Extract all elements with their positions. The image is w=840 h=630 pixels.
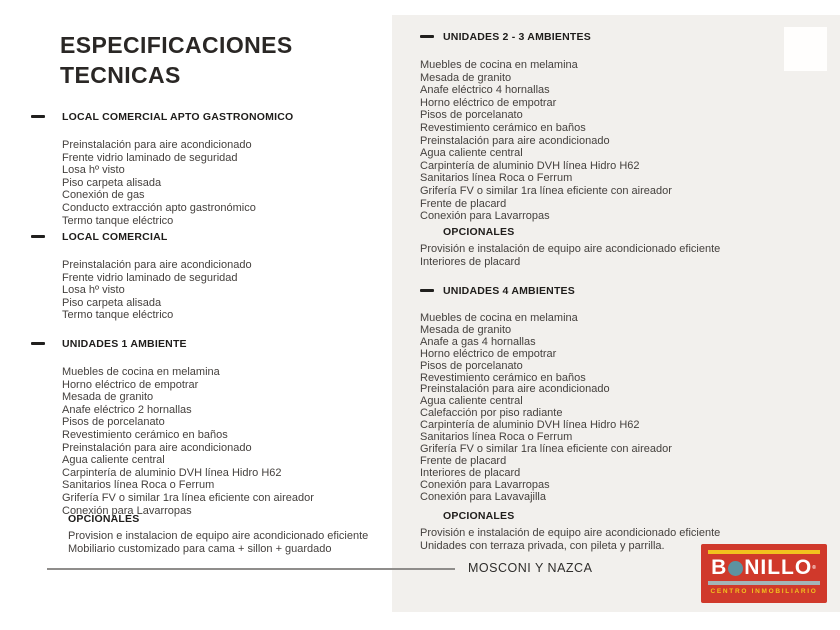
spec-line: Mesada de granito bbox=[420, 323, 512, 336]
section-heading: UNIDADES 1 AMBIENTE bbox=[62, 338, 187, 350]
spec-line: Grifería FV o similar 1ra línea eficiente con aireador bbox=[420, 184, 672, 197]
section-dash-icon bbox=[420, 35, 434, 38]
spec-line: Frente vidrio laminado de seguridad bbox=[62, 151, 238, 164]
spec-line: Piso carpeta alisada bbox=[62, 296, 162, 309]
logo-letter-b: B bbox=[711, 556, 728, 579]
logo-brand-text bbox=[711, 555, 817, 581]
spec-line: Horno eléctrico de empotrar bbox=[420, 347, 557, 360]
spec-line: Sanitarios línea Roca o Ferrum bbox=[62, 479, 215, 492]
spec-line: Provisión e instalación de equipo aire acondicionado eficiente bbox=[420, 243, 721, 255]
section-dash-icon bbox=[31, 342, 45, 345]
section-heading: UNIDADES 2 - 3 AMBIENTES bbox=[443, 31, 591, 43]
spec-line: Pisos de porcelanato bbox=[420, 359, 523, 372]
spec-line: Grifería FV o similar 1ra línea eficiente con aireador bbox=[62, 491, 314, 504]
spec-line: Carpintería de aluminio DVH línea Hidro H62 bbox=[62, 466, 282, 479]
spec-line: Sanitarios línea Roca o Ferrum bbox=[420, 431, 573, 444]
logo-tagline: CENTRO INMOBILIARIO bbox=[710, 588, 818, 595]
spec-line: Termo tanque eléctrico bbox=[62, 309, 174, 322]
spec-line: Preinstalación para aire acondicionado bbox=[62, 139, 252, 151]
spec-line: Muebles de cocina en melamina bbox=[62, 366, 220, 378]
spec-line: Provisión e instalación de equipo aire acondicionado eficiente bbox=[420, 527, 721, 539]
spec-line: Frente de placard bbox=[420, 197, 507, 210]
section-dash-icon bbox=[420, 289, 434, 292]
spec-line: Mesada de granito bbox=[62, 391, 154, 404]
spec-line: Carpintería de aluminio DVH línea Hidro H62 bbox=[420, 159, 640, 172]
spec-list bbox=[31, 366, 391, 517]
section-opcionales-unidades-2-3 bbox=[420, 226, 820, 268]
spec-line: Conexión de gas bbox=[62, 189, 145, 202]
spec-line: Calefacción por piso radiante bbox=[420, 407, 563, 420]
spec-line: Losa hº visto bbox=[62, 164, 125, 177]
spec-line: Agua caliente central bbox=[420, 395, 523, 408]
page-title bbox=[60, 30, 293, 90]
spec-line: Revestimiento cerámico en baños bbox=[420, 371, 586, 384]
spec-line: Anafe eléctrico 4 hornallas bbox=[420, 84, 550, 97]
spec-line: Provision e instalacion de equipo aire acondicionado eficiente bbox=[68, 530, 369, 542]
spec-line: Muebles de cocina en melamina bbox=[420, 312, 578, 324]
spec-line: Revestimiento cerámico en baños bbox=[420, 121, 586, 134]
spec-line: Anafe eléctrico 2 hornallas bbox=[62, 403, 192, 416]
spec-list bbox=[420, 313, 820, 504]
logo-circle-o-icon bbox=[728, 561, 743, 576]
section-heading: OPCIONALES bbox=[68, 513, 140, 525]
spec-list bbox=[31, 139, 391, 227]
section-heading: OPCIONALES bbox=[443, 510, 515, 522]
spec-line: Carpintería de aluminio DVH línea Hidro H62 bbox=[420, 419, 640, 432]
spec-line: Sanitarios línea Roca o Ferrum bbox=[420, 172, 573, 185]
spec-line: Conexión para Lavavajilla bbox=[420, 490, 546, 503]
spec-line: Conexión para Lavarropas bbox=[420, 210, 550, 223]
spec-line: Conexión para Lavarropas bbox=[62, 504, 192, 517]
spec-line: Losa hº visto bbox=[62, 284, 125, 297]
spec-line: Frente de placard bbox=[420, 454, 507, 467]
spec-line: Mobiliario customizado para cama + sillon + guardado bbox=[68, 542, 332, 555]
section-heading: OPCIONALES bbox=[443, 226, 515, 238]
spec-line: Mesada de granito bbox=[420, 71, 512, 84]
spec-line: Termo tanque eléctrico bbox=[62, 214, 174, 227]
section-dash-icon bbox=[31, 115, 45, 118]
section-local-comercial bbox=[31, 231, 391, 322]
spec-line: Interiores de placard bbox=[420, 255, 521, 268]
footer-divider-line bbox=[47, 568, 455, 570]
logo-yellow-bar bbox=[708, 550, 820, 554]
spec-line: Agua caliente central bbox=[62, 454, 165, 467]
spec-line: Grifería FV o similar 1ra línea eficiente con aireador bbox=[420, 442, 672, 455]
spec-line: Preinstalación para aire acondicionado bbox=[420, 383, 610, 396]
section-heading: LOCAL COMERCIAL APTO GASTRONOMICO bbox=[62, 111, 294, 123]
spec-line: Revestimiento cerámico en baños bbox=[62, 428, 228, 441]
footer-location: MOSCONI Y NAZCA bbox=[468, 561, 593, 575]
bonillo-logo bbox=[701, 544, 827, 603]
section-dash-icon bbox=[31, 235, 45, 238]
section-unidades-4-ambientes bbox=[420, 285, 820, 504]
spec-line: Interiores de placard bbox=[420, 466, 521, 479]
spec-list bbox=[420, 243, 820, 268]
section-opcionales-unidades-1 bbox=[68, 513, 428, 555]
logo-registered-mark: ® bbox=[812, 565, 817, 571]
spec-list bbox=[31, 259, 391, 322]
page-title-line2: TECNICAS bbox=[60, 62, 181, 88]
page-title-line1: ESPECIFICACIONES bbox=[60, 32, 293, 58]
spec-line: Preinstalación para aire acondicionado bbox=[62, 259, 252, 271]
logo-grey-bar bbox=[708, 581, 820, 585]
spec-line: Piso carpeta alisada bbox=[62, 176, 162, 189]
section-heading: LOCAL COMERCIAL bbox=[62, 231, 168, 243]
spec-line: Anafe a gas 4 hornallas bbox=[420, 335, 536, 348]
spec-line: Preinstalación para aire acondicionado bbox=[62, 441, 252, 454]
section-heading: UNIDADES 4 AMBIENTES bbox=[443, 285, 575, 297]
section-unidades-2-3-ambientes bbox=[420, 31, 820, 223]
spec-line: Preinstalación para aire acondicionado bbox=[420, 134, 610, 147]
spec-line: Muebles de cocina en melamina bbox=[420, 59, 578, 71]
spec-line: Pisos de porcelanato bbox=[62, 416, 165, 429]
spec-list bbox=[68, 530, 428, 555]
section-unidades-1-ambiente bbox=[31, 338, 391, 517]
section-local-gastronomico bbox=[31, 111, 391, 227]
spec-line: Pisos de porcelanato bbox=[420, 109, 523, 122]
logo-letters-rest: NILLO bbox=[744, 556, 813, 579]
spec-line: Unidades con terraza privada, con pileta y parrilla. bbox=[420, 539, 665, 552]
spec-line: Agua caliente central bbox=[420, 147, 523, 160]
spec-line: Horno eléctrico de empotrar bbox=[420, 96, 557, 109]
spec-line: Conducto extracción apto gastronómico bbox=[62, 201, 256, 214]
spec-line: Conexión para Lavarropas bbox=[420, 478, 550, 491]
spec-line: Horno eléctrico de empotrar bbox=[62, 378, 199, 391]
spec-line: Frente vidrio laminado de seguridad bbox=[62, 271, 238, 284]
spec-list bbox=[420, 59, 820, 223]
